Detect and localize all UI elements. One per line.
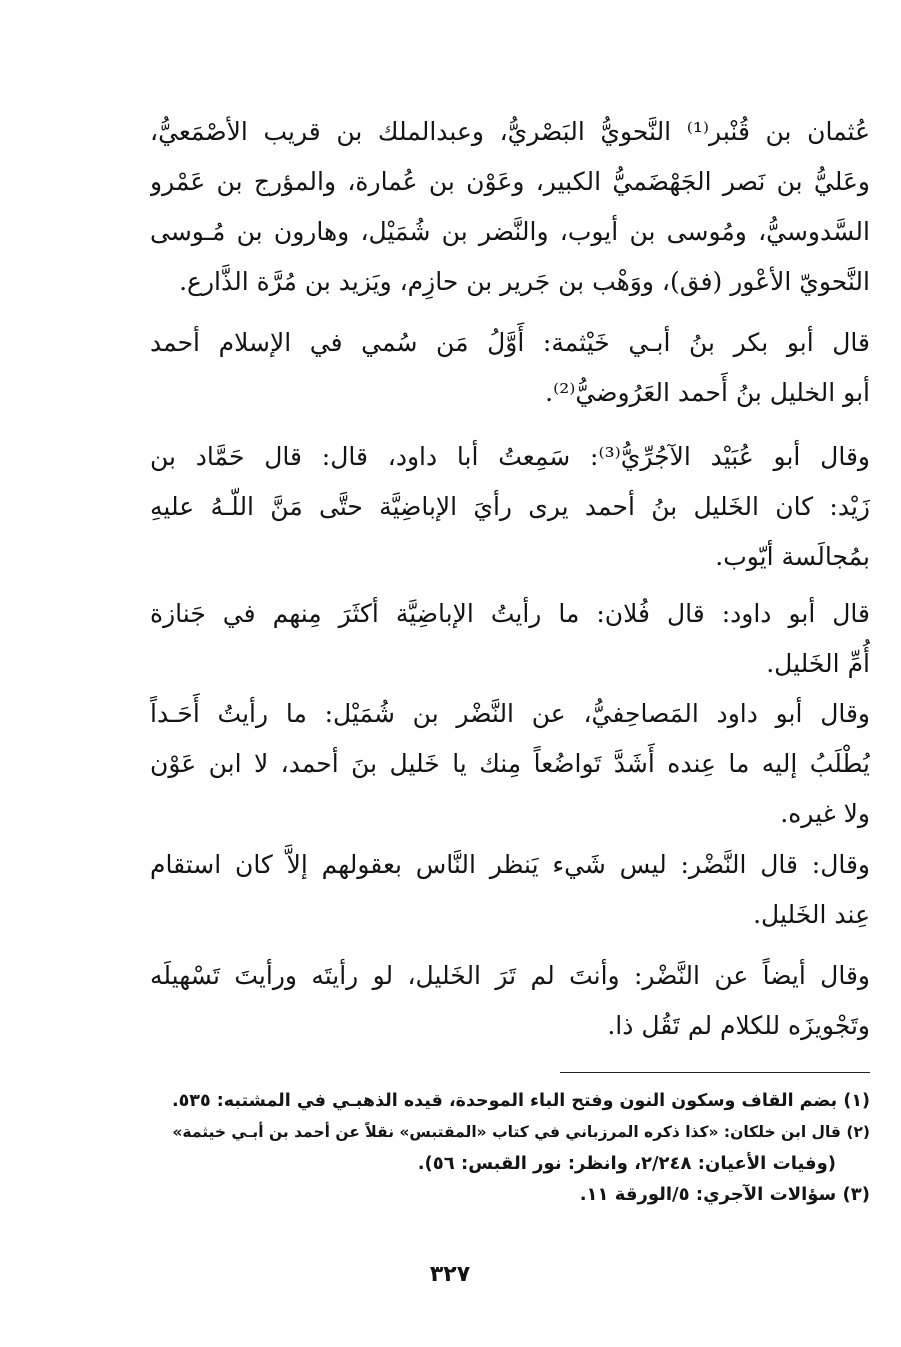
text-line: بمُجالَسة أيّوب. [715,542,870,571]
paragraph-1 [150,107,870,307]
text-line: أُمِّ الخَليل. [766,649,870,678]
paragraph-3 [150,432,870,582]
paragraph-2 [150,318,870,418]
text-line: زَيْد: كان الخَليل بنُ أحمد يرى رأيَ الإباضِيَّة حتَّى مَنَّ اللّـهُ عليهِ [150,492,870,521]
footnote-separator [560,1072,870,1073]
text-line: السَّدوسيُّ، ومُوسى بن أيوب، والنَّضر بن شُمَيْل، وهارون بن مُـوسى [150,217,870,246]
text-line: وتَجْويزَه للكلام لم تَقُل ذا. [607,1011,870,1040]
footnote-3: (٣) سؤالات الآجري: ٥/الورقة ١١. [579,1184,870,1205]
text-line: قال أبو بكر بنُ أبـي خَيْثمة: أَوَّلُ مَن سُمي في الإسلام أحمد [150,328,870,357]
text-line: قال أبو داود: قال فُلان: ما رأيتُ الإباضِيَّة أكثَرَ مِنهم في جَنازة [150,599,870,628]
paragraph-5 [150,689,870,839]
paragraph-4 [150,589,870,689]
text-line: عِند الخَليل. [753,900,870,929]
text-line: وقال: قال النَّضْر: ليس شَيء يَنظر النَّاس بعقولهم إلاَّ كان استقام [150,850,870,879]
text-line: عُثمان بن قُنْبر⁽¹⁾ النَّحويُّ البَصْريُّ، وعبدالملك بن قريب الأصْمَعيُّ، [150,117,870,146]
text-line: وقال أيضاً عن النَّضْر: وأنتَ لم تَرَ الخَليل، لو رأيتَه ورأيتَ تَسْهيلَه [150,961,870,990]
paragraph-7 [150,951,870,1051]
text-line: وعَليُّ بن نَصر الجَهْضَميُّ الكبير، وعَوْن بن عُمارة، والمؤرج بن عَمْرو [150,167,870,196]
page-number: ٣٢٧ [429,1262,471,1287]
text-line: أبو الخليل بنُ أَحمد العَرُوضيُّ⁽²⁾. [545,378,870,407]
text-line: يُطْلَبُ إليه ما عِنده أَشَدَّ تَواضُعاً مِنك يا خَليل بنَ أحمد، لا ابن عَوْن [150,749,870,778]
footnote-2: (٢) قال ابن خلكان: «كذا ذكره المرزباني في كتاب «المقتبس» نقلاً عن أحمد بن أبـي خيثمة» [172,1123,870,1141]
paragraph-6 [150,840,870,940]
text-line: النَّحويّ الأعْور (فق)، ووَهْب بن جَرير بن حازِم، ويَزيد بن مُرَّة الذَّارع. [179,267,870,296]
footnote-2-continuation: (وفيات الأعيان: ٢/٢٤٨، وانظر: نور القبس: ٥٦). [417,1153,836,1174]
footnote-1: (١) بضم القاف وسكون النون وفتح الباء الموحدة، قيده الذهبـي في المشتبه: ٥٣٥. [171,1091,870,1111]
footnotes [170,1086,870,1210]
text-line: وقال أبو داود المَصاحِفيُّ، عن النَّضْر بن شُمَيْل: ما رأيتُ أَحَـداً [150,699,870,728]
text-line: ولا غيره. [780,799,870,828]
text-line: وقال أبو عُبَيْد الآجُرِّيُّ⁽³⁾: سَمِعتُ أبا داود، قال: قال حَمَّاد بن [150,442,870,471]
